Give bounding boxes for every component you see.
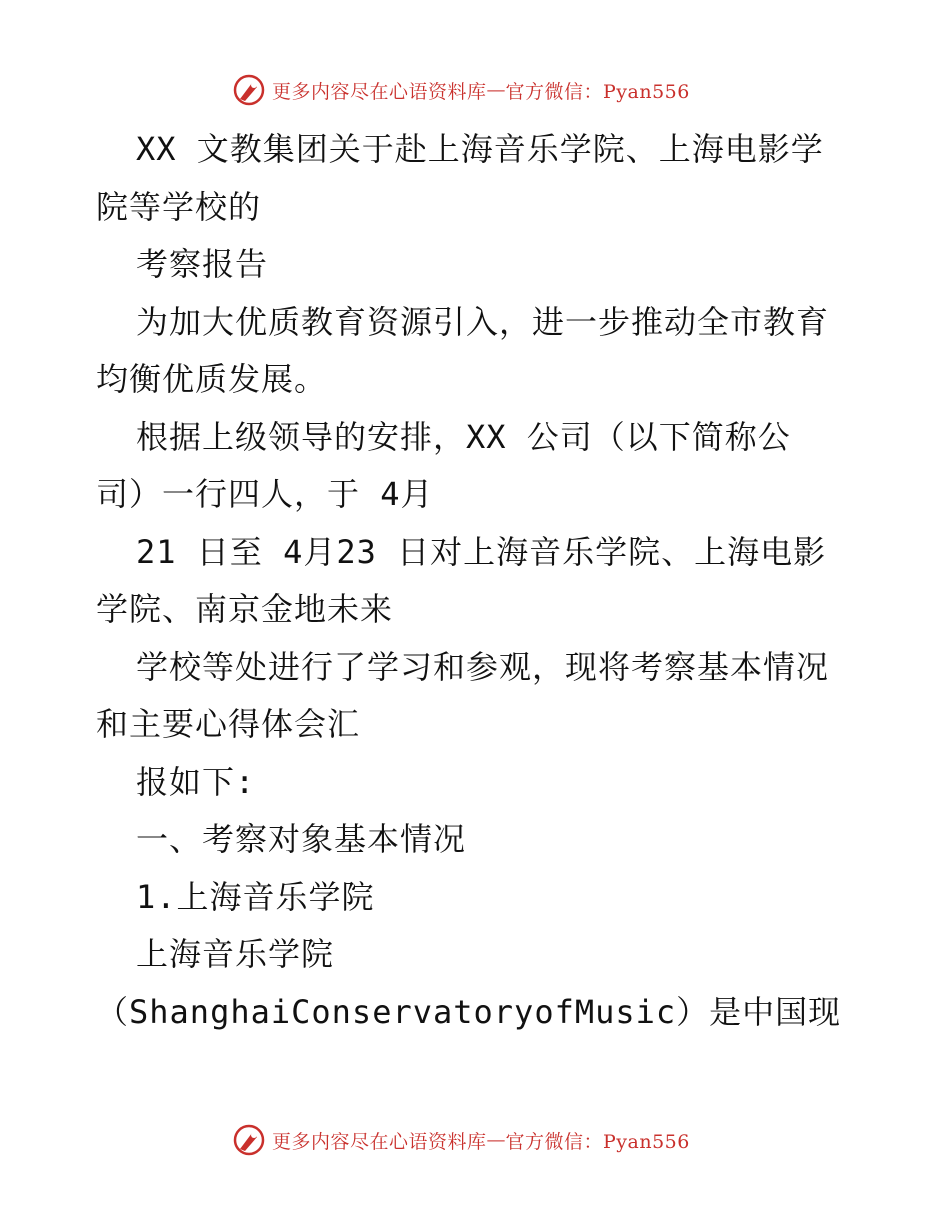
paragraph-line: 上海音乐学院 (136, 935, 335, 973)
paragraph-line: 均衡优质发展。 (96, 360, 328, 398)
paragraph-line: 学院、南京金地未来 (96, 590, 394, 628)
watermark-separator: — (486, 1129, 506, 1151)
watermark-main-text: 更多内容尽在心语资料库 (272, 80, 487, 103)
paragraph-line: 21 日至 4月23 日对上海音乐学院、上海电影 (136, 532, 827, 571)
pen-logo-icon (232, 1123, 266, 1157)
watermark-banner-bottom (232, 1120, 690, 1160)
section-heading: 一、考察对象基本情况 (136, 820, 467, 858)
title-line-1: XX 文教集团关于赴上海音乐学院、上海电影学 (136, 130, 824, 168)
title-line-3: 考察报告 (136, 245, 269, 283)
paragraph-line: 和主要心得体会汇 (96, 705, 361, 743)
paragraph-line: 报如下: (136, 762, 256, 801)
paragraph-line: 为加大优质教育资源引入，进一步推动全市教育 (136, 302, 830, 341)
document-body (96, 121, 856, 1041)
paragraph-line: 根据上级领导的安排，XX 公司（以下简称公 (136, 417, 791, 456)
pen-logo-icon (232, 73, 266, 107)
paragraph-line: 学校等处进行了学习和参观，现将考察基本情况 (136, 647, 830, 686)
subsection-heading: 1.上海音乐学院 (136, 877, 375, 916)
title-line-2: 院等学校的 (96, 187, 262, 226)
watermark-sub-text: 官方微信：Pyan556 (505, 80, 690, 103)
paragraph-line: （ShanghaiConservatoryofMusic）是中国现 (96, 992, 842, 1031)
watermark-main-text: 更多内容尽在心语资料库 (272, 1130, 487, 1153)
watermark-banner-top (232, 70, 690, 110)
watermark-sub-text: 官方微信：Pyan556 (505, 1130, 690, 1153)
watermark-separator: — (486, 79, 506, 101)
paragraph-line: 司）一行四人，于 4月 (96, 475, 434, 513)
